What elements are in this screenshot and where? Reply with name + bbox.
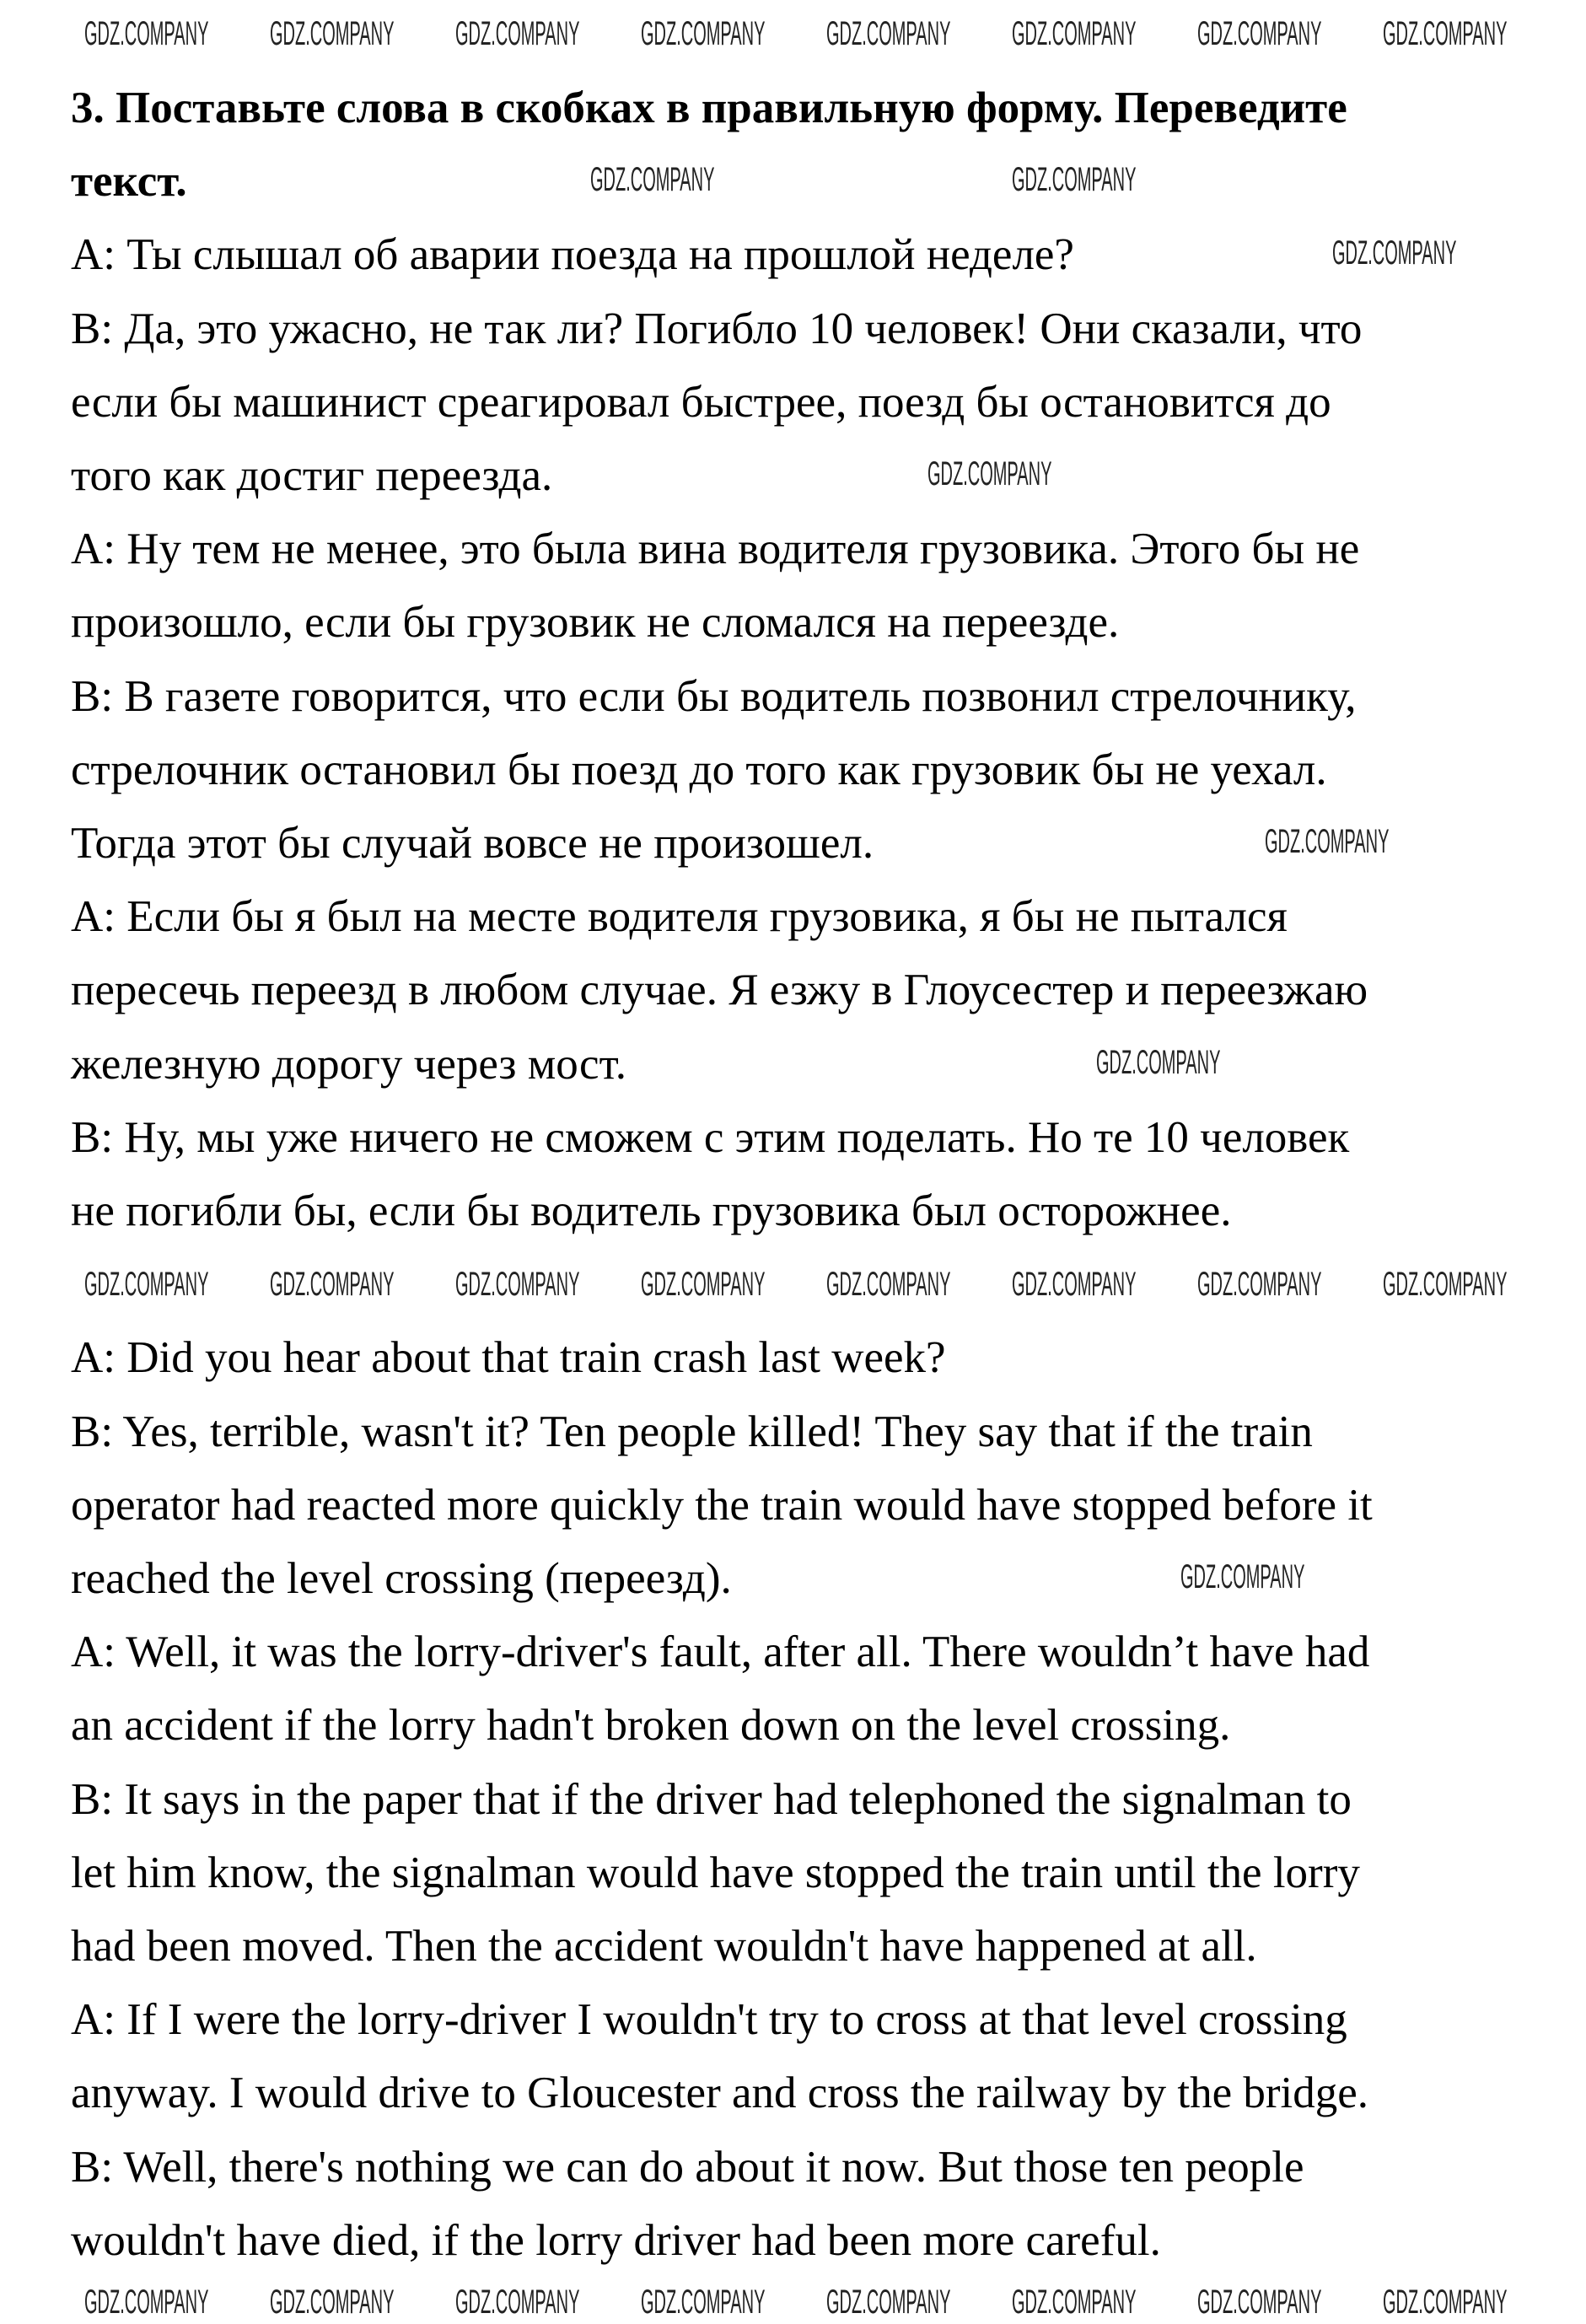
watermark: GDZ.COMPANY xyxy=(927,455,1052,492)
watermark: GDZ.COMPANY xyxy=(641,1266,766,1303)
watermark: GDZ.COMPANY xyxy=(1012,15,1137,52)
russian-text-line: B: В газете говорится, что если бы водитель позвонил стрелочнику, xyxy=(71,671,1357,721)
watermark: GDZ.COMPANY xyxy=(1383,1266,1508,1303)
watermark: GDZ.COMPANY xyxy=(1265,823,1390,860)
russian-text-line: A: Ты слышал об аварии поезда на прошлой неделе? xyxy=(71,230,1074,280)
task-heading-line: 3. Поставьте слова в скобках в правильную форму. Переведите xyxy=(71,83,1347,132)
english-text-line: B: It says in the paper that if the driver had telephoned the signalman to xyxy=(71,1774,1352,1824)
task-heading-line: текст. xyxy=(71,157,187,207)
watermark: GDZ.COMPANY xyxy=(455,2284,580,2321)
watermark: GDZ.COMPANY xyxy=(270,2284,395,2321)
russian-text-line: не погибли бы, если бы водитель грузовика был осторожнее. xyxy=(71,1186,1232,1235)
english-text-line: A: Well, it was the lorry-driver's fault, after all. There wouldn’t have had xyxy=(71,1627,1370,1677)
english-text-line: A: If I were the lorry-driver I wouldn't try to cross at that level crossing xyxy=(71,1995,1347,2045)
russian-text-line: если бы машинист среагировал быстрее, поезд бы остановится до xyxy=(71,377,1331,427)
watermark: GDZ.COMPANY xyxy=(1197,15,1322,52)
russian-text-line: стрелочник остановил бы поезд до того как грузовик бы не уехал. xyxy=(71,745,1327,794)
watermark: GDZ.COMPANY xyxy=(1096,1044,1221,1081)
english-text-line: B: Well, there's nothing we can do about it now. But those ten people xyxy=(71,2142,1304,2192)
watermark: GDZ.COMPANY xyxy=(270,15,395,52)
watermark: GDZ.COMPANY xyxy=(455,1266,580,1303)
watermark: GDZ.COMPANY xyxy=(1197,2284,1322,2321)
english-text-line: wouldn't have died, if the lorry driver had been more careful. xyxy=(71,2215,1161,2265)
english-text-line: anyway. I would drive to Gloucester and cross the railway by the bridge. xyxy=(71,2068,1368,2118)
english-text-line: an accident if the lorry hadn't broken down on the level crossing. xyxy=(71,1701,1231,1751)
watermark: GDZ.COMPANY xyxy=(455,15,580,52)
watermark: GDZ.COMPANY xyxy=(826,1266,951,1303)
russian-text-line: того как достиг переезда. xyxy=(71,451,553,500)
english-text-line: let him know, the signalman would have stopped the train until the lorry xyxy=(71,1848,1360,1897)
watermark: GDZ.COMPANY xyxy=(270,1266,395,1303)
watermark: GDZ.COMPANY xyxy=(641,15,766,52)
watermark: GDZ.COMPANY xyxy=(641,2284,766,2321)
russian-text-line: B: Ну, мы уже ничего не сможем с этим поделать. Но те 10 человек xyxy=(71,1112,1350,1162)
watermark: GDZ.COMPANY xyxy=(1383,15,1508,52)
russian-text-line: A: Ну тем не менее, это была вина водителя грузовика. Этого бы не xyxy=(71,525,1360,574)
watermark: GDZ.COMPANY xyxy=(1180,1558,1305,1595)
watermark: GDZ.COMPANY xyxy=(84,1266,209,1303)
watermark: GDZ.COMPANY xyxy=(826,2284,951,2321)
russian-text-line: A: Если бы я был на месте водителя грузовика, я бы не пытался xyxy=(71,892,1288,942)
watermark: GDZ.COMPANY xyxy=(84,15,209,52)
russian-text-line: Тогда этот бы случай вовсе не произошел. xyxy=(71,819,874,868)
english-text-line: operator had reacted more quickly the train would have stopped before it xyxy=(71,1480,1373,1530)
russian-text-line: пересечь переезд в любом случае. Я езжу в Глоусестер и переезжаю xyxy=(71,966,1368,1015)
watermark: GDZ.COMPANY xyxy=(1012,2284,1137,2321)
english-text-line: reached the level crossing (переезд). xyxy=(71,1554,732,1603)
watermark: GDZ.COMPANY xyxy=(826,15,951,52)
watermark: GDZ.COMPANY xyxy=(1332,234,1457,272)
watermark: GDZ.COMPANY xyxy=(1012,1266,1137,1303)
watermark: GDZ.COMPANY xyxy=(590,161,715,198)
watermark: GDZ.COMPANY xyxy=(1383,2284,1508,2321)
russian-text-line: железную дорогу через мост. xyxy=(71,1039,627,1089)
english-text-line: had been moved. Then the accident wouldn't have happened at all. xyxy=(71,1922,1257,1971)
russian-text-line: B: Да, это ужасно, не так ли? Погибло 10 человек! Они сказали, что xyxy=(71,304,1363,353)
watermark: GDZ.COMPANY xyxy=(1012,161,1137,198)
watermark: GDZ.COMPANY xyxy=(1197,1266,1322,1303)
watermark: GDZ.COMPANY xyxy=(84,2284,209,2321)
english-text-line: A: Did you hear about that train crash last week? xyxy=(71,1333,946,1383)
english-text-line: B: Yes, terrible, wasn't it? Ten people killed! They say that if the train xyxy=(71,1407,1313,1456)
russian-text-line: произошло, если бы грузовик не сломался на переезде. xyxy=(71,598,1120,648)
